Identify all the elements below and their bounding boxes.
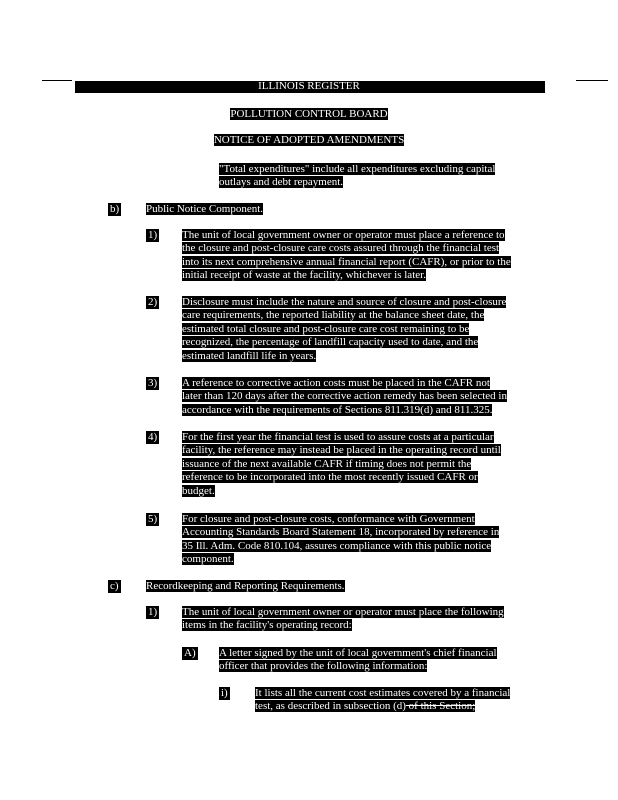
item-b3-marker: 3): [148, 377, 158, 389]
item-b5-text: For closure and post-closure costs, conformance with Government Accounting Standards Board Statement 18, incorporated by reference in 35 Ill. Adm. Code 810.104, assures compliance with this public notice component.: [182, 513, 500, 566]
section-b-marker: b): [110, 203, 120, 215]
item-b1-text: The unit of local government owner or operator must place a reference to the closure and post-closure care costs assured through the financial test into its next comprehensive annual financial report (CAFR), or prior to the initial receipt of waste at the facility, whichever is later.: [182, 229, 511, 282]
struck-text: of this Section;: [405, 700, 476, 713]
item-b4-text: For the first year the financial test is used to assure costs at a particular facility, the reference may instead be placed in the operating record until issuance of the next available CAFR if timing does not permit the reference to be incorporated into the most recently issued CAFR or budget.: [182, 431, 501, 497]
item-b1-marker: 1): [148, 229, 158, 241]
item-b2-marker: 2): [148, 296, 158, 308]
item-b4-marker: 4): [148, 431, 158, 443]
item-b2-text: Disclosure must include the nature and source of closure and post-closure care requirements, the reported liability at the balance sheet date, the estimated total closure and post-closure care cost remaining to be recognized, the percentage of landfill capacity used to date, and the estimated landfill life in years.: [182, 296, 507, 362]
section-c-heading: Recordkeeping and Reporting Requirements.: [146, 580, 345, 592]
section-b-heading: Public Notice Component.: [146, 203, 264, 215]
item-b3-text: A reference to corrective action costs must be placed in the CAFR not later than 120 days after the corrective action remedy has been selected in accordance with the requirements of Sections 811.319(d) and 811.325.: [182, 377, 507, 416]
item-c1-text: The unit of local government owner or operator must place the following items in the facility's operating record:: [182, 606, 504, 632]
item-cA-marker: A): [184, 647, 196, 659]
board-name: POLLUTION CONTROL BOARD: [230, 108, 388, 120]
item-ci-marker: i): [221, 687, 228, 699]
notice-title: NOTICE OF ADOPTED AMENDMENTS: [213, 134, 405, 146]
section-c-marker: c): [110, 580, 119, 592]
item-ci-text: It lists all the current cost estimates covered by a financial test, as described in subsection (d) of this Section;: [255, 687, 511, 713]
item-c1-marker: 1): [148, 606, 158, 618]
item-b5-marker: 5): [148, 513, 158, 525]
total-expenditures-definition: "Total expenditures" include all expenditures excluding capital outlays and debt repayment.: [219, 163, 496, 189]
item-cA-text: A letter signed by the unit of local government's chief financial officer that provides the following information:: [219, 647, 497, 673]
register-title: ILLINOIS REGISTER: [258, 80, 360, 92]
